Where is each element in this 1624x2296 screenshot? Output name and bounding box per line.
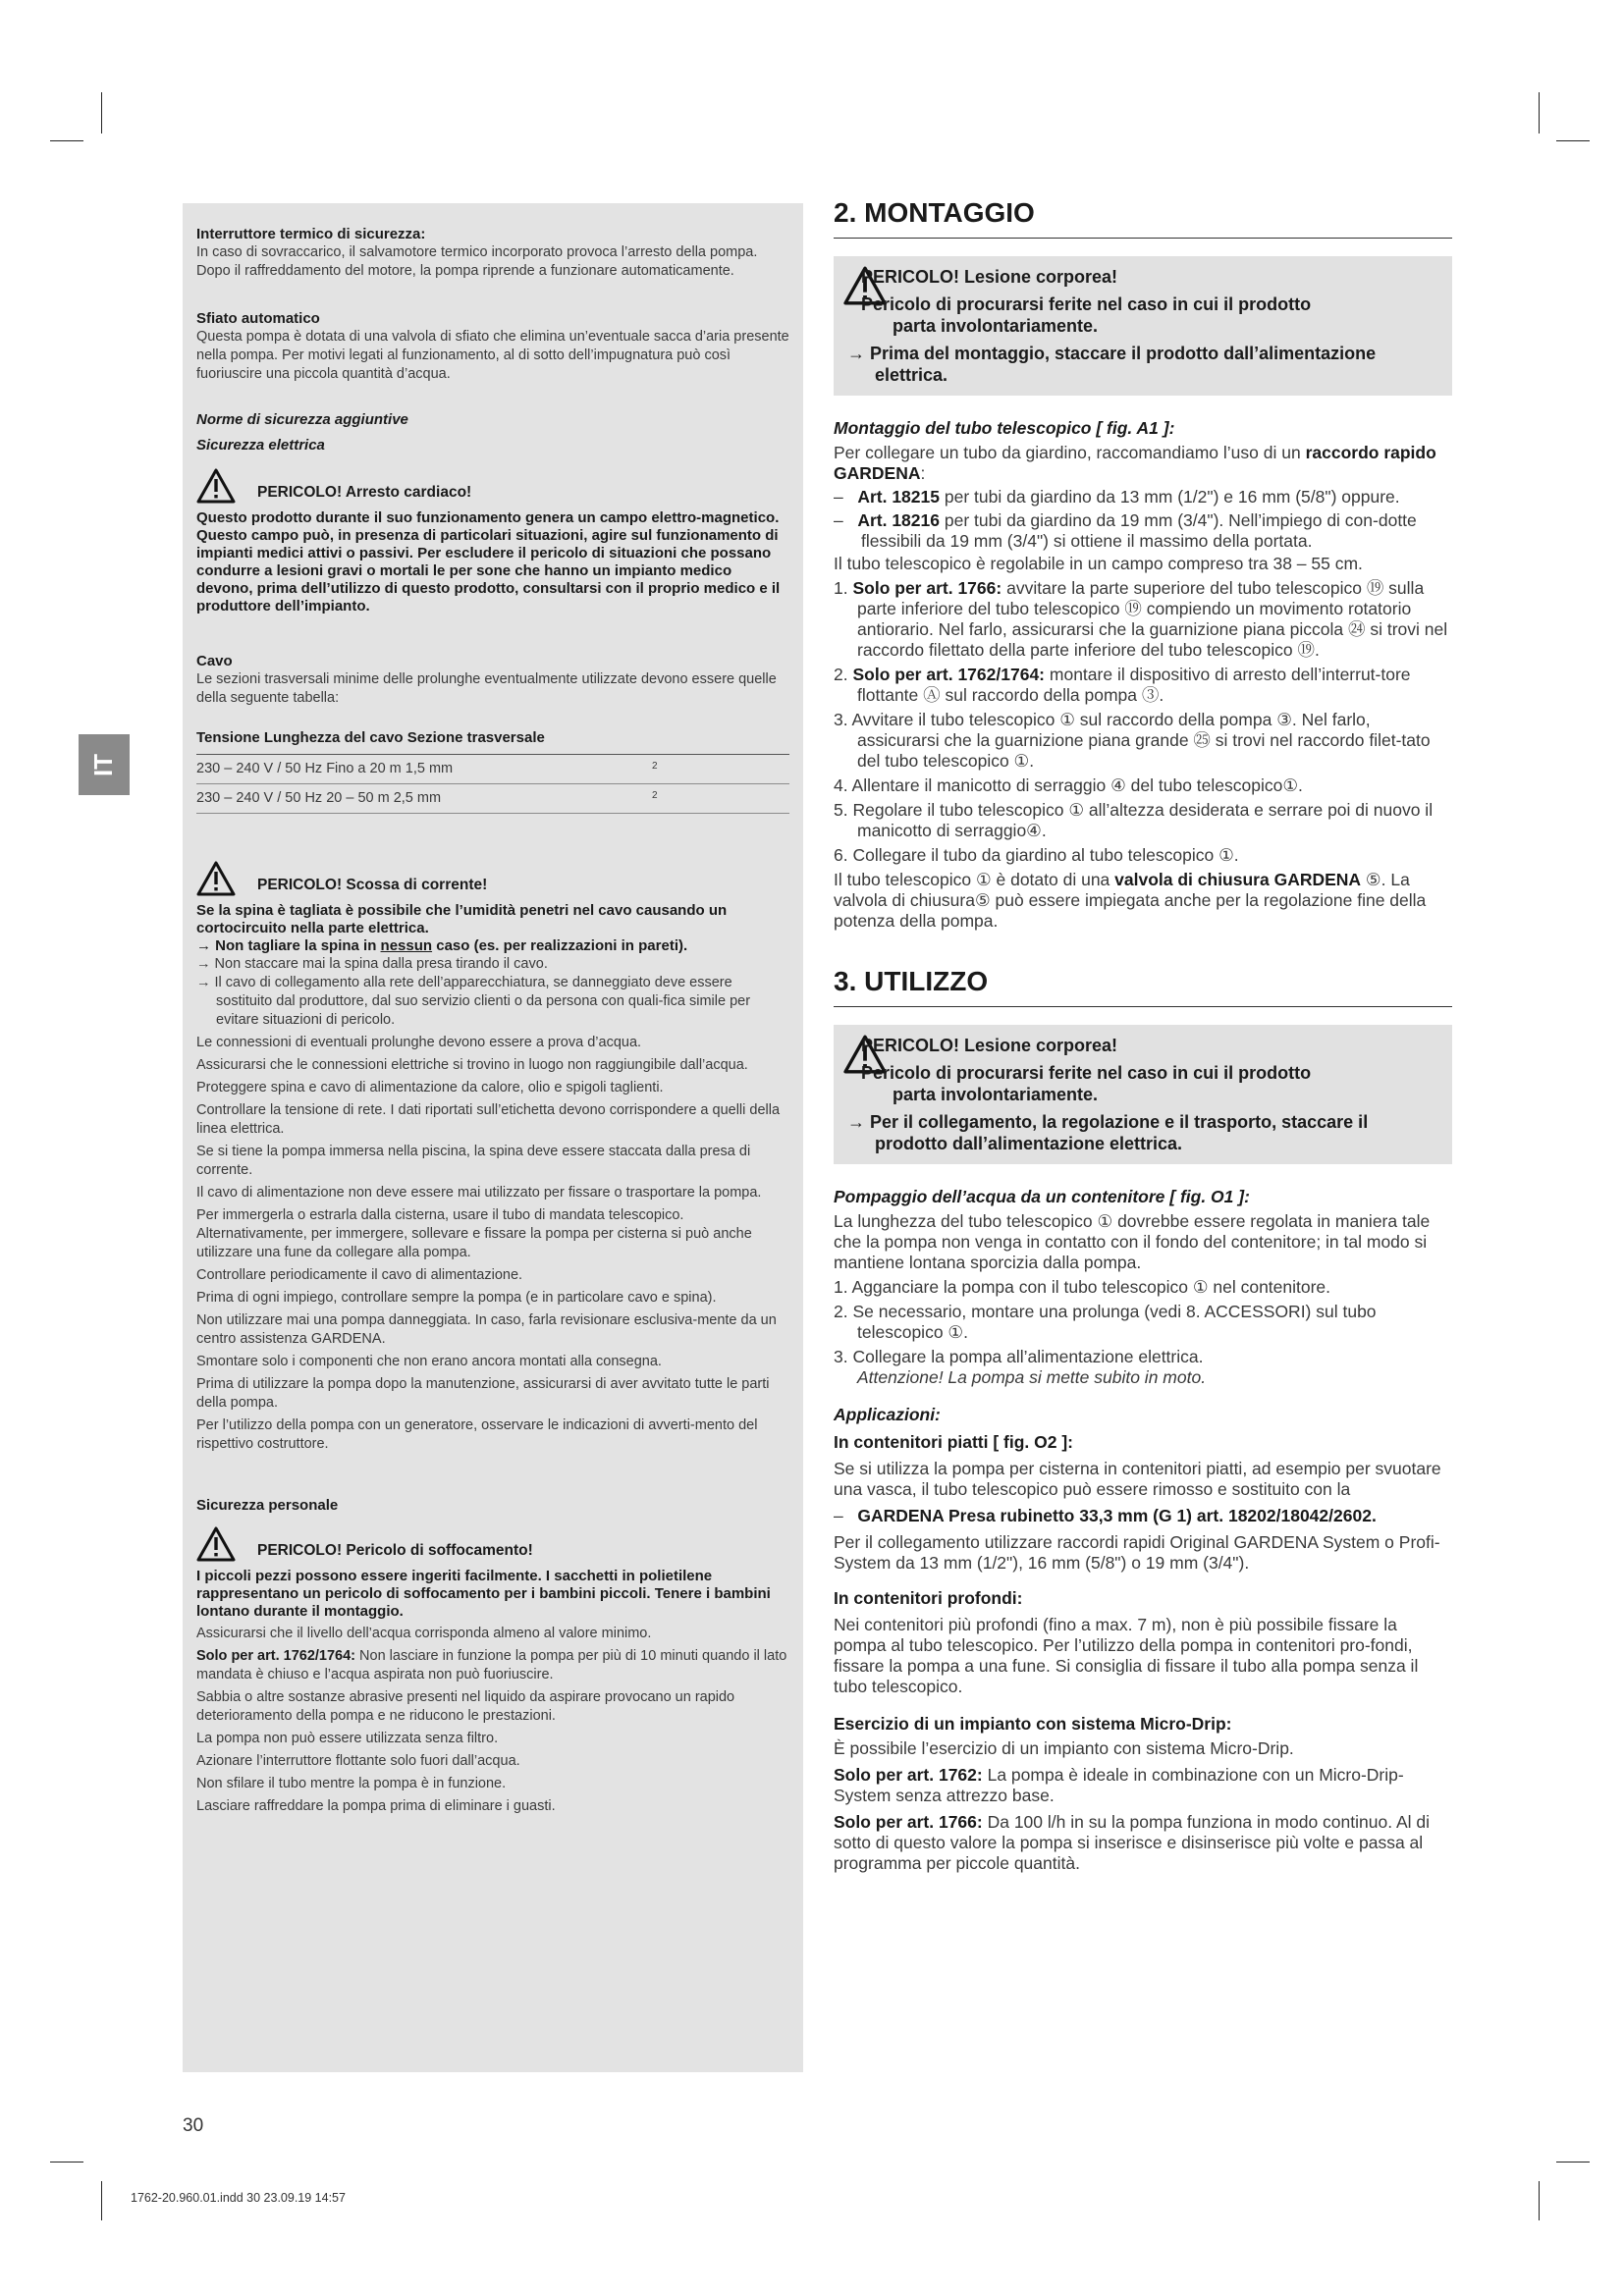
step-item: 4. Allentare il manicotto di serraggio ④ del tubo telescopico①. xyxy=(834,775,1303,795)
danger-title: PERICOLO! Lesione corporea! xyxy=(861,1036,1118,1055)
safety-paragraph: Non utilizzare mai una pompa danneggiata. In caso, farla revisionare esclusiva-mente da un centro assistenza GARDENA. xyxy=(196,1312,777,1347)
section-title-utilizzo: 3. UTILIZZO xyxy=(834,965,1452,1007)
safety-paragraph: Prima di ogni impiego, controllare sempre la pompa (e in particolare cavo e spina). xyxy=(196,1290,717,1306)
range-text: Il tubo telescopico è regolabile in un campo compreso tra 38 – 55 cm. xyxy=(834,554,1363,573)
safety-paragraph: Azionare l’interruttore flottante solo fuori dall’acqua. xyxy=(196,1753,520,1769)
step-item: 3. Collegare la pompa all’alimentazione elettrica. xyxy=(834,1347,1204,1366)
cable-text: Le sezioni trasversali minime delle prolunghe eventualmente utilizzate devono essere quelle della seguente tabella: xyxy=(196,671,777,706)
shock-instruction: → Il cavo di collegamento alla rete dell’apparecchiatura, se danneggiato deve essere sostituito dal produttore, dal suo servizio clienti o da persona con quali-fica simile per evitare situazioni di pericolo. xyxy=(196,975,751,1028)
crop-mark xyxy=(50,2162,83,2163)
safety-paragraph: Controllare la tensione di rete. I dati riportati sull’etichetta devono corrispondere a quelli della linea elettrica. xyxy=(196,1102,781,1137)
flat-text: Se si utilizza la pompa per cisterna in contenitori piatti, ad esempio per svuotare una vasca, il tubo telescopico può essere rimosso e sostituito con la xyxy=(834,1459,1441,1499)
right-column xyxy=(834,196,1452,1874)
danger-box xyxy=(834,1025,1452,1164)
safety-paragraph: Proteggere spina e cavo di alimentazione da calore, olio e spigoli taglienti. xyxy=(196,1080,664,1095)
safety-paragraph: Assicurarsi che le connessioni elettriche si trovino in luogo non raggiungibile dall’acqua. xyxy=(196,1057,748,1073)
safety-paragraphs xyxy=(196,1034,789,1454)
step-item: 6. Collegare il tubo da giardino al tubo telescopico ①. xyxy=(834,845,1239,865)
suffocation-text: I piccoli pezzi possono essere ingeriti facilmente. I sacchetti in polietilene rappresentano un pericolo di soffocamento per i bambini piccoli. Tenere i bambini lontano durante il montaggio. xyxy=(196,1568,771,1620)
table-cell: 230 – 240 V / 50 Hz 20 – 50 m 2,5 mm xyxy=(196,784,652,814)
warning-triangle-icon xyxy=(196,468,236,504)
safety-paragraph: Le connessioni di eventuali prolunghe devono essere a prova d’acqua. xyxy=(196,1035,642,1050)
crop-mark xyxy=(1539,92,1540,133)
table-row xyxy=(196,755,789,784)
step-item: 3. Avvitare il tubo telescopico ① sul raccordo della pompa ③. Nel farlo, assicurarsi che la guarnizione piana grande ㉕ si trovi nel raccordo filet-tato del tubo telescopico ①. xyxy=(834,710,1431,771)
shock-instruction: → Non staccare mai la spina dalla presa tirando il cavo. xyxy=(196,956,548,972)
table-sup: 2 xyxy=(652,784,789,814)
page-number: 30 xyxy=(183,2115,204,2136)
extra-rules-heading: Norme di sicurezza aggiuntive xyxy=(196,411,408,428)
crop-mark xyxy=(101,2181,102,2220)
crop-mark xyxy=(1539,2181,1540,2220)
table-sup: 2 xyxy=(652,755,789,784)
table-cell: 230 – 240 V / 50 Hz Fino a 20 m 1,5 mm xyxy=(196,755,652,784)
tele-steps xyxy=(834,578,1452,866)
microdrip-1766: Solo per art. 1766: Da 100 l/h in su la pompa funziona in modo continuo. Al di sotto di questo valore la pompa si inserisce e disinserisce più volte e passa al programma per piccole quantità. xyxy=(834,1812,1431,1873)
electric-safety-heading: Sicurezza elettrica xyxy=(196,437,325,454)
only-1762-text: Solo per art. 1762/1764: Non lasciare in funzione la pompa per più di 10 minuti quando il lato mandata è chiuso e l’acqua aspirata non può fuoriuscire. xyxy=(196,1648,787,1682)
safety-paragraph: Lasciare raffreddare la pompa prima di eliminare i guasti. xyxy=(196,1798,556,1814)
safety-paragraph: La pompa non può essere utilizzata senza filtro. xyxy=(196,1731,499,1746)
danger-line: Pericolo di procurarsi ferite nel caso in cui il prodotto xyxy=(861,1063,1312,1083)
language-tab: IT xyxy=(79,734,130,795)
deep-text: Nei contenitori più profondi (fino a max. 7 m), non è più possibile fissare la pompa al tubo telescopico. Per l’utilizzo della pompa in contenitori pro-fondi, fissare la pompa a una fune. Si consiglia di fissare il tubo alla pompa senza il tubo telescopico. xyxy=(834,1615,1419,1696)
step-item: 5. Regolare il tubo telescopico ① all’altezza desiderata e serrare poi di nuovo il manicotto di serraggio④. xyxy=(834,800,1434,840)
table-row xyxy=(196,784,789,814)
personal-title: Sicurezza personale xyxy=(196,1497,339,1514)
article-item: – Art. 18216 per tubi da giardino da 19 mm (3/4"). Nell’impiego di con-dotte flessibili da 19 mm (3/4") si ottiene il massimo della portata. xyxy=(834,510,1417,551)
safety-paragraph: Per immergerla o estrarla dalla cisterna, usare il tubo di mandata telescopico. Alternativamente, per immergere, sollevare e fissare la pompa per cisterna si può anche utilizzare una fune da collegare alla pompa. xyxy=(196,1207,752,1260)
safety-paragraph: Sabbia o altre sostanze abrasive presenti nel liquido da aspirare provocano un rapido deterioramento della pompa e ne riducono le prestazioni. xyxy=(196,1689,735,1724)
pump-note: Attenzione! La pompa si mette subito in moto. xyxy=(857,1367,1207,1387)
safety-paragraph: Smontare solo i componenti che non erano ancora montati alla consegna. xyxy=(196,1354,662,1369)
cable-table xyxy=(196,754,789,814)
shock-text: Se la spina è tagliata è possibile che l’umidità penetri nel cavo causando un cortocircuito nella parte elettrica. xyxy=(196,902,728,936)
thermal-title: Interruttore termico di sicurezza: xyxy=(196,226,426,242)
danger-instruction: → Prima del montaggio, staccare il prodotto dall’alimentazione elettrica. xyxy=(847,344,1377,385)
vent-text: Questa pompa è dotata di una valvola di sfiato che elimina un’eventuale sacca d’aria presente nella pompa. Per motivi legati al funzionamento, al di sotto dell’impugnatura può così fuoriuscire una piccola quantità d’acqua. xyxy=(196,329,789,382)
flat-item: – GARDENA Presa rubinetto 33,3 mm (G 1) art. 18202/18042/2602. xyxy=(834,1506,1377,1525)
safety-paragraph: Prima di utilizzare la pompa dopo la manutenzione, assicurarsi di aver avvitato tutte le parti della pompa. xyxy=(196,1376,770,1411)
danger-line: Pericolo di procurarsi ferite nel caso in cui il prodotto xyxy=(861,294,1312,314)
safety-paragraph: Controllare periodicamente il cavo di alimentazione. xyxy=(196,1267,523,1283)
warning-title: PERICOLO! Arresto cardiaco! xyxy=(257,484,472,501)
warning-title: PERICOLO! Pericolo di soffocamento! xyxy=(257,1542,533,1559)
safety-paragraph: Non sfilare il tubo mentre la pompa è in funzione. xyxy=(196,1776,507,1791)
danger-line: parta involontariamente. xyxy=(893,1085,1099,1104)
tele-intro: Per collegare un tubo da giardino, raccomandiamo l’uso di un raccordo rapido GARDENA: xyxy=(834,443,1436,483)
step-item: 2. Se necessario, montare una prolunga (vedi 8. ACCESSORI) sul tubo telescopico ①. xyxy=(834,1302,1377,1342)
safety-paragraph: Se si tiene la pompa immersa nella piscina, la spina deve essere staccata dalla presa di corrente. xyxy=(196,1144,751,1178)
crop-mark xyxy=(1556,140,1590,141)
vent-title: Sfiato automatico xyxy=(196,310,320,327)
applications-title: Applicazioni: xyxy=(834,1405,941,1424)
tele-title: Montaggio del tubo telescopico [ fig. A1 ]: xyxy=(834,418,1175,438)
shock-instruction: → Non tagliare la spina in nessun caso (es. per realizzazioni in pareti). xyxy=(196,937,688,954)
end-paragraphs xyxy=(196,1688,789,1816)
cable-title: Cavo xyxy=(196,653,233,669)
cardiac-warning xyxy=(196,468,789,504)
cardiac-text: Questo prodotto durante il suo funzionamento genera un campo elettro-magnetico. Questo campo può, in presenza di particolari situazioni, agire sul funzionamento di impianti medici attivi o passivi. Per escludere il pericolo di situazioni che possano condurre a lesioni gravi o mortali le per sone che hanno un impianto medico devono, prima dell’utilizzo di questo prodotto, consultarsi con il proprio medico e il produttore dell’impianto. xyxy=(196,509,781,614)
step-item: 1. Agganciare la pompa con il tubo telescopico ① nel contenitore. xyxy=(834,1277,1331,1297)
flat-text-2: Per il collegamento utilizzare raccordi rapidi Original GARDENA System o Profi-System da 13 mm (1/2"), 16 mm (5/8") o 19 mm (3/4"). xyxy=(834,1532,1440,1573)
safety-panel xyxy=(183,203,803,2072)
shock-warning xyxy=(196,861,789,896)
danger-box xyxy=(834,256,1452,396)
step-item: 2. Solo per art. 1762/1764: montare il dispositivo di arresto dell’interrut-tore flottante Ⓐ sul raccordo della pompa ③. xyxy=(834,665,1411,705)
danger-instruction: → Per il collegamento, la regolazione e il trasporto, staccare il prodotto dall’alimentazione elettrica. xyxy=(847,1112,1369,1153)
microdrip-text: È possibile l’esercizio di un impianto con sistema Micro-Drip. xyxy=(834,1738,1294,1758)
crop-mark xyxy=(101,92,102,133)
table-header: Tensione Lunghezza del cavo Sezione trasversale xyxy=(196,729,545,746)
suffocation-warning xyxy=(196,1526,789,1562)
section-title-montaggio: 2. MONTAGGIO xyxy=(834,196,1452,239)
safety-paragraph: Il cavo di alimentazione non deve essere mai utilizzato per fissare o trasportare la pompa. xyxy=(196,1185,762,1201)
crop-mark xyxy=(1556,2162,1590,2163)
valve-text: Il tubo telescopico ① è dotato di una valvola di chiusura GARDENA ⑤. La valvola di chiusura⑤ può essere impiegata anche per la regolazione fine della potenza della pompa. xyxy=(834,870,1427,931)
flat-title: In contenitori piatti [ fig. O2 ]: xyxy=(834,1432,1074,1452)
article-item: – Art. 18215 per tubi da giardino da 13 mm (1/2") e 16 mm (5/8") oppure. xyxy=(834,487,1400,507)
warning-triangle-icon xyxy=(196,1526,236,1562)
deep-title: In contenitori profondi: xyxy=(834,1588,1023,1608)
crop-mark xyxy=(50,140,83,141)
microdrip-1762: Solo per art. 1762: La pompa è ideale in combinazione con un Micro-Drip-System senza attrezzo base. xyxy=(834,1765,1404,1805)
warning-triangle-icon xyxy=(196,861,236,896)
print-footer: 1762-20.960.01.indd 30 23.09.19 14:57 xyxy=(131,2191,346,2205)
pump-text: La lunghezza del tubo telescopico ① dovrebbe essere regolata in maniera tale che la pompa non venga in contatto con il fondo del contenitore; in tal modo si mantiene lontana sporcizia dalla pompa. xyxy=(834,1211,1431,1272)
thermal-text: In caso di sovraccarico, il salvamotore termico incorporato provoca l’arresto della pompa. Dopo il raffreddamento del motore, la pompa riprende a funzionare automaticamente. xyxy=(196,244,758,279)
microdrip-title: Esercizio di un impianto con sistema Micro-Drip: xyxy=(834,1714,1232,1734)
safety-paragraph: Per l’utilizzo della pompa con un generatore, osservare le indicazioni di avverti-mento del rispettivo costruttore. xyxy=(196,1417,758,1452)
step-item: 1. Solo per art. 1766: avvitare la parte superiore del tubo telescopico ⑲ sulla parte inferiore del tubo telescopico ⑲ compiendo un movimento rotatorio antiorario. Nel farlo, assicurarsi che la guarnizione piana piccola ㉔ si trovi nel raccordo filettato della parte inferiore del tubo telescopico ⑲. xyxy=(834,578,1448,660)
danger-line: parta involontariamente. xyxy=(893,316,1099,336)
pump-steps xyxy=(834,1277,1452,1367)
danger-title: PERICOLO! Lesione corporea! xyxy=(861,267,1118,287)
level-text: Assicurarsi che il livello dell’acqua corrisponda almeno al valore minimo. xyxy=(196,1626,652,1641)
warning-title: PERICOLO! Scossa di corrente! xyxy=(257,877,488,893)
pump-title: Pompaggio dell’acqua da un contenitore [ fig. O1 ]: xyxy=(834,1187,1250,1206)
